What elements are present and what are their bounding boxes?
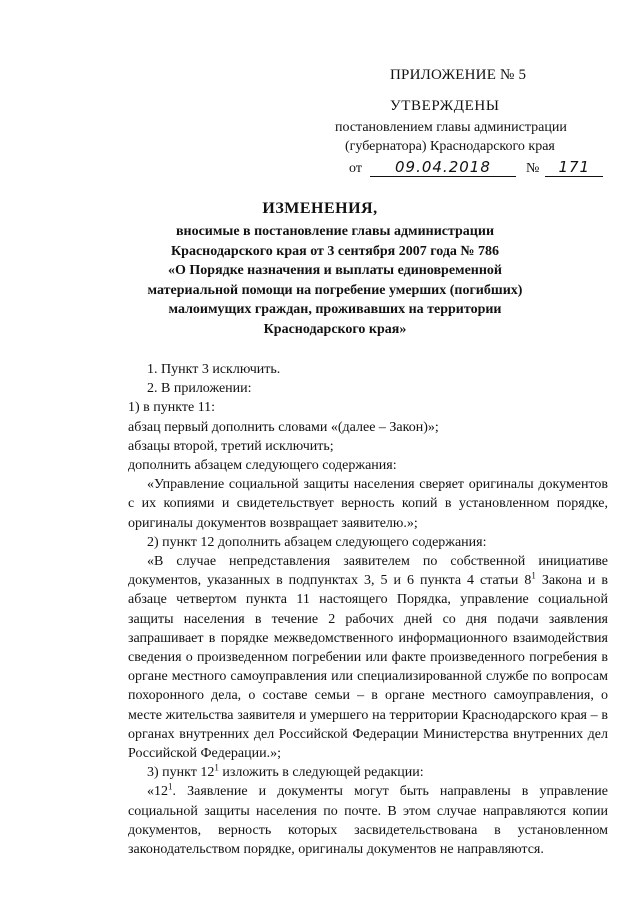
document-subtitle: [140, 222, 530, 340]
subtitle-line: Краснодарского края от 3 сентября 2007 года № 786: [171, 243, 499, 259]
paragraph: абзац первый дополнить словами «(далее – Закон)»;: [128, 419, 439, 435]
paragraph: абзацы второй, третий исключить;: [128, 438, 334, 454]
paragraph: [128, 782, 608, 859]
text-run: 3) пункт 12: [147, 765, 215, 781]
paragraph: 1. Пункт 3 исключить.: [147, 362, 281, 377]
paragraph: «Управление социальной защиты населения сверяет оригиналы документов с их копиями и свидетельствует верность копий в установленном порядке, оригиналы документов возвращает заявителю.»;: [128, 477, 608, 531]
text-run: изложить в следующей редакции:: [218, 765, 424, 781]
appendix-label: ПРИЛОЖЕНИЕ № 5: [390, 67, 527, 83]
paragraph: 2) пункт 12 дополнить абзацем следующего содержания:: [147, 534, 487, 550]
approved-by-line-2: (губернатора) Краснодарского края: [345, 139, 555, 154]
date-prefix: от: [349, 161, 362, 176]
text-run: Закона и в абзаце четвертом пункта 11 настоящего Порядка, управление социальной защиты населения в течение 2 рабочих дней со дня подачи заявления запрашивает в порядке межведомственного информационного взаимодействия сведения о произведенном погребении или факте произведенного погребения в органе местного самоуправления или специализированной службе по вопросам похоронного дела, о составе семьи – в органе местного самоуправления, о месте жительства заявителя и умершего на территории Краснодарского края – в органах внутренних дел Российской Федерации Министерства внутренних дел Российской Федерации.»;: [128, 573, 608, 762]
text-run: . Заявление и документы могут быть направлены в управление социальной защиты населения по почте. В этом случае направляются копии документов, верность которых засвидетельствована в установленном законодательством порядке, оригиналы документов не направляются.: [128, 784, 608, 858]
paragraph: [128, 552, 608, 763]
subtitle-line: материальной помощи на погребение умерших (погибших): [147, 282, 523, 298]
text-run: «В случае непредставления заявителем по собственной инициативе документов, указанных в подпунктах 3, 5 и 6 пункта 4 статьи 8: [128, 554, 608, 589]
handwritten-number: 171: [545, 158, 603, 177]
paragraph: дополнить абзацем следующего содержания:: [128, 458, 397, 474]
approved-by-line-1: постановлением главы администрации: [335, 120, 567, 135]
subtitle-line: Краснодарского края»: [263, 321, 407, 337]
subtitle-line: вносимые в постановление главы администрации: [175, 224, 495, 239]
paragraph: [128, 763, 608, 782]
superscript: 1: [214, 762, 219, 773]
date-number-row: [349, 158, 603, 177]
text-run: «12: [147, 784, 168, 800]
superscript: 1: [168, 781, 173, 792]
document-body: [128, 360, 608, 859]
paragraph: 2. В приложении:: [147, 381, 252, 397]
subtitle-line: малоимущих граждан, проживавших на территории: [168, 302, 502, 318]
superscript: 1: [531, 570, 536, 581]
handwritten-date: 09.04.2018: [370, 158, 516, 177]
approved-label: УТВЕРЖДЕНЫ: [390, 98, 500, 114]
document-title: ИЗМЕНЕНИЯ,: [262, 200, 378, 217]
subtitle-line: «О Порядке назначения и выплаты единовременной: [168, 263, 502, 279]
number-prefix: №: [525, 161, 540, 176]
paragraph: 1) в пункте 11:: [128, 400, 216, 416]
